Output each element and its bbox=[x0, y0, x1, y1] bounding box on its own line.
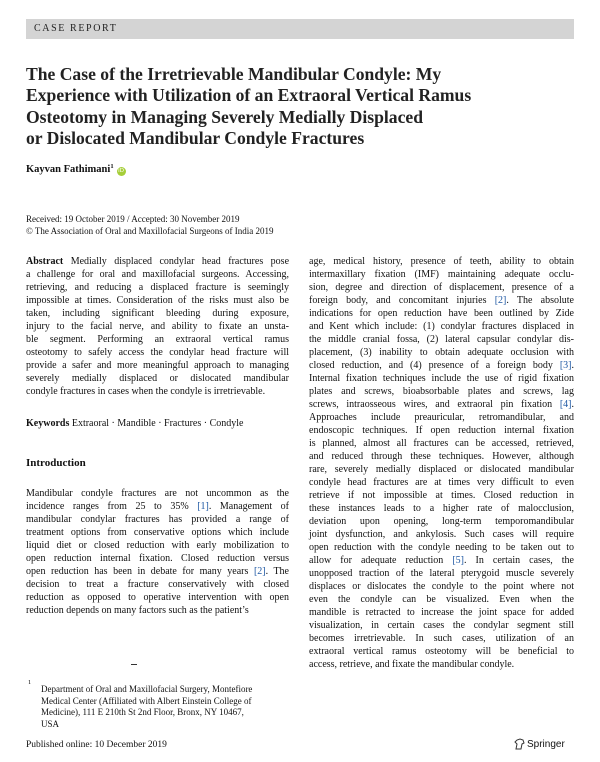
article-type-band bbox=[26, 19, 574, 39]
body-line: intermaxillary fixation (IMF) maintaining adequate occlu- bbox=[309, 269, 574, 280]
body-line: endoscopic techniques. If open reduction internal fixation bbox=[309, 425, 574, 436]
title-line: The Case of the Irretrievable Mandibular Condyle: My bbox=[26, 64, 442, 84]
footnote-number: 1 bbox=[28, 679, 32, 686]
body-line: even the condyle can be visualized. Even when the bbox=[309, 594, 574, 605]
body-line: closed reduction, and (4) presence of a foreign body [3]. bbox=[309, 360, 574, 371]
footnote-line: Department of Oral and Maxillofacial Surgery, Montefiore bbox=[41, 684, 253, 694]
body-line: condyle head fractures are at times very difficult to even bbox=[309, 477, 574, 488]
affiliation-marker: 1 bbox=[110, 163, 114, 170]
intro-line: liquid diet or closed reduction with early mobilization to bbox=[26, 540, 289, 551]
body-line: the middle cranial fossa, (2) lateral capsular condylar dis- bbox=[309, 334, 574, 345]
publisher-logo bbox=[514, 738, 565, 750]
footnote-line: USA bbox=[41, 718, 60, 729]
abstract-line: severely medially displaced or dislocated mandibular bbox=[26, 373, 289, 384]
body-line: open reduction with the condyle needing to be taken out to bbox=[309, 542, 574, 553]
title-line: Osteotomy in Managing Severely Medially Displaced bbox=[26, 106, 423, 127]
keywords-label: Keywords bbox=[26, 418, 70, 429]
intro-line: treatment options from conservative options which include bbox=[26, 527, 289, 538]
author-name[interactable]: Kayvan Fathimani bbox=[26, 164, 111, 175]
title-line: Experience with Utilization of an Extraoral Vertical Ramus bbox=[26, 85, 472, 106]
body-line: indications for open reduction have been outlined by Zide bbox=[309, 308, 574, 319]
intro-line: decision to treat a fracture conservatively with closed bbox=[26, 579, 289, 590]
intro-line: incidence ranges from 25 to 35% [1]. Management of bbox=[26, 501, 289, 512]
intro-line: mandibular condylar fractures has provided a range of bbox=[26, 514, 289, 525]
footnote-line: Medical Center (Affiliated with Albert Einstein College of bbox=[41, 695, 252, 706]
body-line: visualization, in certain cases the condylar segment still bbox=[309, 620, 574, 631]
body-line: displaces or dislocates the condyle to the point where not bbox=[309, 581, 574, 592]
body-line: deviation upon opening, long-term temporomandibular bbox=[309, 516, 574, 527]
body-line: access, retrieve, and fixate the mandibular condyle. bbox=[309, 659, 515, 670]
abstract-line: a challenge for oral and maxillofacial surgeons. Accessing, bbox=[26, 269, 289, 280]
intro-line: open reduction has been in debate for many years [2]. The bbox=[26, 566, 289, 577]
article-meta bbox=[26, 214, 273, 238]
received-dates: Received: 19 October 2019 / Accepted: 30 November 2019 bbox=[26, 214, 240, 224]
footnote-rule bbox=[131, 664, 137, 665]
body-line: extraoral vertical ramus osteotomy will be beneficial to bbox=[309, 646, 574, 657]
intro-line: reduction as opposed to operative intervention with open bbox=[26, 592, 289, 603]
keywords-text: Extraoral · Mandible · Fractures · Condyle bbox=[71, 418, 244, 429]
body-line: and Kent which include: (1) condylar fractures displaced in bbox=[309, 321, 574, 332]
body-line: placement, (3) inability to obtain adequate occlusion with bbox=[309, 347, 574, 358]
intro-line: open reduction internal fixation. Closed reduction versus bbox=[26, 553, 289, 564]
abstract-line: provide a safer and more meaningful approach to managing bbox=[26, 360, 289, 371]
citation-link[interactable]: [5] bbox=[452, 555, 464, 566]
body-line: foreign body, and concomitant injuries [2]. The absolute bbox=[309, 295, 574, 306]
author-line bbox=[26, 163, 126, 176]
abstract-line: retrieving, and reducing a displaced fracture is seemingly bbox=[26, 282, 289, 293]
body-line: mandible is retracted to increase the joint space for added bbox=[309, 607, 574, 618]
abstract-line: impossible at times. Consideration of the risks must also be bbox=[26, 295, 289, 306]
body-line: is planned, almost all fractures can be accessed, retrieved, bbox=[309, 438, 574, 449]
citation-link[interactable]: [2] bbox=[494, 295, 507, 306]
citation-link[interactable]: [4] bbox=[559, 399, 572, 410]
intro-line: reduction depends on many factors such as the patient’s bbox=[26, 605, 249, 616]
abstract-line: condyle fractures in cases when the condyle is irretrievable. bbox=[26, 386, 266, 397]
article-type-label: CASE REPORT bbox=[34, 23, 118, 34]
abstract-label: Abstract bbox=[26, 256, 64, 267]
body-line: plates and screws, bioabsorbable plates and screws, lag bbox=[309, 386, 574, 397]
body-line: screws, intraosseous wires, and extraoral pin fixation [4]. bbox=[309, 399, 574, 410]
keywords bbox=[26, 418, 289, 429]
abstract-line: ble segment. Performing an extraoral vertical ramus bbox=[26, 334, 289, 345]
body-line: and reduced through these techniques. However, although bbox=[309, 451, 574, 462]
body-line: rare, severely medially displaced or dislocated mandibular bbox=[309, 464, 574, 475]
citation-link[interactable]: [3] bbox=[559, 360, 572, 371]
body-line: sion, degree and direction of displacement, presence of a bbox=[309, 282, 574, 293]
published-online: Published online: 10 December 2019 bbox=[26, 740, 167, 750]
body-line: joint dysfunction, and ankylosis. Such cases will require bbox=[309, 529, 574, 540]
body-line: allow for adequate reduction [5]. In certain cases, the bbox=[309, 555, 574, 566]
introduction-text bbox=[26, 487, 289, 617]
section-heading-introduction: Introduction bbox=[26, 457, 86, 469]
body-line: age, medical history, presence of teeth, ability to obtain bbox=[309, 256, 574, 267]
abstract-line: Abstract Medially displaced condylar head fractures pose bbox=[26, 256, 290, 267]
abstract bbox=[26, 255, 289, 398]
article-title bbox=[26, 64, 546, 150]
title-line: or Dislocated Mandibular Condyle Fractures bbox=[26, 128, 365, 149]
body-line: Approaches include preauricular, retromandibular, and bbox=[309, 412, 574, 423]
abstract-line: taken, including significant bleeding during exposure, bbox=[26, 308, 289, 319]
springer-horse-icon bbox=[514, 738, 525, 750]
citation-link[interactable]: [1] bbox=[197, 501, 209, 512]
body-line: unopposed traction of the lateral pterygoid muscle severely bbox=[309, 568, 574, 579]
footnote-line: Medicine), 111 E 210th St 2nd Floor, Bronx, NY 10467, bbox=[41, 707, 244, 718]
abstract-line: osteotomy to safely access the condylar head fracture will bbox=[26, 347, 289, 358]
publisher-name: Springer bbox=[527, 739, 565, 750]
body-line: becomes irretrievable. In such cases, utilization of an bbox=[309, 633, 574, 644]
citation-link[interactable]: [2] bbox=[253, 566, 266, 577]
body-line: Internal fixation techniques include the use of rigid fixation bbox=[309, 373, 574, 384]
abstract-line: injury to the facial nerve, and ability to fixate an unsta- bbox=[26, 321, 289, 332]
right-column-text bbox=[309, 255, 574, 671]
copyright-line: © The Association of Oral and Maxillofacial Surgeons of India 2019 bbox=[26, 225, 274, 236]
intro-line: Mandibular condyle fractures are not uncommon as the bbox=[26, 488, 289, 499]
body-line: retrieve if not impossible at times. Closed reduction in bbox=[309, 490, 574, 501]
orcid-icon[interactable]: iD bbox=[118, 168, 124, 174]
body-line: these instances leads to a higher rate of malocclusion, bbox=[309, 503, 574, 514]
affiliation-footnote bbox=[41, 684, 281, 730]
